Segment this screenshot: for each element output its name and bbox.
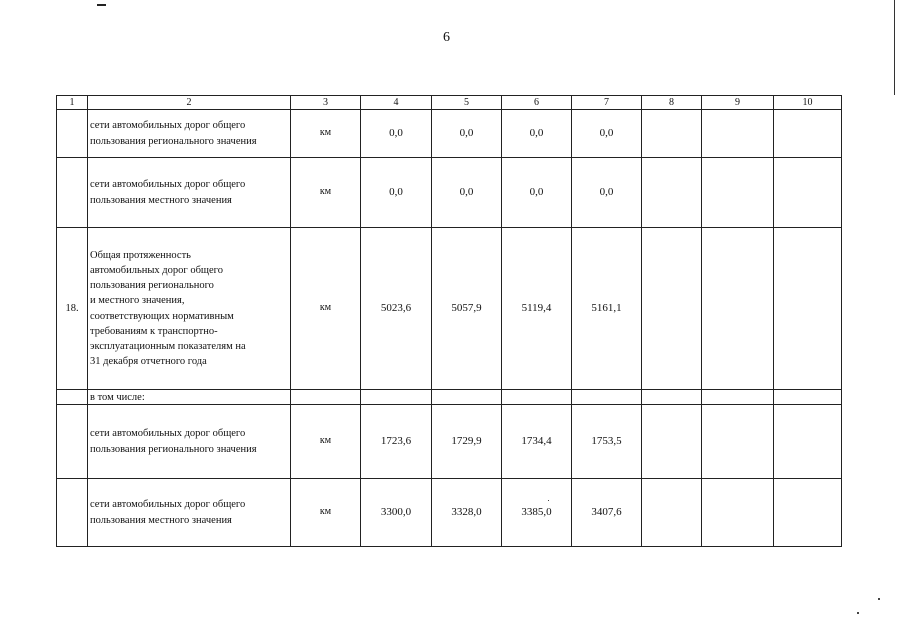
table-row: [57, 158, 842, 228]
value-cell: [361, 390, 432, 405]
value-cell: [702, 405, 774, 479]
value-cell: 0,0: [361, 158, 432, 228]
column-header: 6: [502, 96, 572, 110]
description-line: пользования регионального: [90, 280, 214, 292]
row-number-cell: [57, 110, 88, 158]
value-cell: [702, 158, 774, 228]
table-row: [57, 390, 842, 405]
column-header: 3: [291, 96, 361, 110]
description-line: сети автомобильных дорог общего: [90, 120, 246, 132]
value-cell: [702, 479, 774, 547]
value-cell: [642, 390, 702, 405]
data-table: [56, 95, 842, 547]
page-number: 6: [443, 30, 450, 45]
column-header: 7: [572, 96, 642, 110]
value-cell: [642, 479, 702, 547]
value-cell: 1753,5: [572, 405, 642, 479]
description-line: сети автомобильных дорог общего: [90, 499, 246, 511]
unit-cell: км: [291, 110, 361, 158]
value-cell: 1729,9: [432, 405, 502, 479]
table-row: [57, 405, 842, 479]
value-cell: 5161,1: [572, 228, 642, 390]
unit-cell: км: [291, 228, 361, 390]
value-cell: 1723,6: [361, 405, 432, 479]
description-line: в том числе:: [90, 391, 145, 403]
column-header: 9: [702, 96, 774, 110]
value-cell: 0,0: [502, 110, 572, 158]
value-cell: [774, 158, 842, 228]
value-cell: 0,0: [432, 110, 502, 158]
description-line: и местного значения,: [90, 295, 185, 307]
row-number-cell: [57, 405, 88, 479]
value-cell: [702, 228, 774, 390]
value-cell: 0,0: [502, 158, 572, 228]
description-line: требованиям к транспортно-: [90, 325, 218, 337]
row-description-cell: [88, 228, 291, 390]
value-cell: [702, 110, 774, 158]
value-cell: [642, 110, 702, 158]
value-cell: [702, 390, 774, 405]
value-cell: 0,0: [572, 110, 642, 158]
column-header: 1: [57, 96, 88, 110]
unit-cell: км: [291, 158, 361, 228]
row-description-cell: [88, 110, 291, 158]
description-line: пользования регионального значения: [90, 135, 257, 147]
value-cell: 3300,0: [361, 479, 432, 547]
description-line: эксплуатационным показателям на: [90, 340, 246, 352]
row-number-cell: [57, 158, 88, 228]
table-row: [57, 110, 842, 158]
column-header: 8: [642, 96, 702, 110]
value-cell: [642, 405, 702, 479]
table-row: [57, 228, 842, 390]
description-line: сети автомобильных дорог общего: [90, 428, 246, 440]
value-cell: 3407,6: [572, 479, 642, 547]
description-line: пользования местного значения: [90, 514, 232, 526]
row-number-cell: [57, 390, 88, 405]
row-description-cell: [88, 158, 291, 228]
value-cell: [502, 390, 572, 405]
scan-mark: [97, 4, 106, 6]
column-header: 10: [774, 96, 842, 110]
scan-speck: [878, 598, 880, 600]
description-line: сети автомобильных дорог общего: [90, 179, 246, 191]
description-line: 31 декабря отчетного года: [90, 356, 207, 368]
description-line: пользования регионального значения: [90, 443, 257, 455]
value-cell: [432, 390, 502, 405]
row-description-cell: [88, 479, 291, 547]
description-line: соответствующих нормативным: [90, 310, 234, 322]
description-line: Общая протяженность: [90, 249, 191, 261]
value-cell: [572, 390, 642, 405]
row-description-cell: [88, 390, 291, 405]
value-cell: 5057,9: [432, 228, 502, 390]
value-cell: 0,0: [432, 158, 502, 228]
value-cell: [774, 228, 842, 390]
row-number-cell: 18.: [57, 228, 88, 390]
description-line: автомобильных дорог общего: [90, 264, 223, 276]
unit-cell: км: [291, 405, 361, 479]
column-header: 2: [88, 96, 291, 110]
scan-edge-line: [894, 0, 895, 95]
value-cell: 0,0: [361, 110, 432, 158]
column-header: 5: [432, 96, 502, 110]
row-number-cell: [57, 479, 88, 547]
value-cell: 3385,0: [502, 479, 572, 547]
value-cell: 5023,6: [361, 228, 432, 390]
value-cell: [774, 110, 842, 158]
value-cell: [642, 228, 702, 390]
table-row: [57, 479, 842, 547]
value-cell: 5119,4: [502, 228, 572, 390]
value-cell: [774, 390, 842, 405]
value-cell: [774, 405, 842, 479]
column-header: 4: [361, 96, 432, 110]
unit-cell: км: [291, 479, 361, 547]
row-description-cell: [88, 405, 291, 479]
value-cell: 1734,4: [502, 405, 572, 479]
value-cell: [642, 158, 702, 228]
value-cell: [774, 479, 842, 547]
description-line: пользования местного значения: [90, 194, 232, 206]
value-cell: 0,0: [572, 158, 642, 228]
unit-cell: [291, 390, 361, 405]
value-cell: 3328,0: [432, 479, 502, 547]
table-header-row: [57, 96, 842, 110]
scan-speck: [857, 612, 859, 614]
